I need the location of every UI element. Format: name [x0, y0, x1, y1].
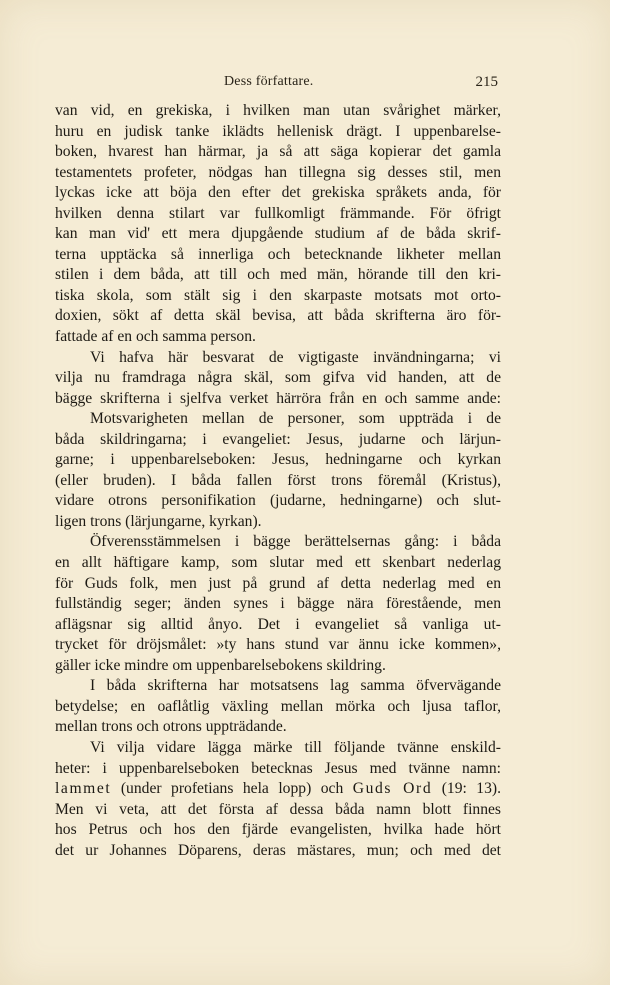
spaced-term: Guds Ord: [352, 780, 433, 798]
text-line: kan man vid' ett mera djupgående studium af de båda skrif-: [55, 225, 501, 243]
text-line: tiska skola, som stält sig i den skarpaste motsats mot orto-: [55, 286, 501, 304]
text-segment: (19: 13).: [432, 780, 501, 798]
text-line: trycket för dröjsmålet: »ty hans stund var ännu icke kommen»,: [55, 636, 501, 654]
text-line: garne; i uppenbarelseboken: Jesus, hedningarne och kyrkan: [55, 451, 501, 469]
text-segment: (under profetians hela lopp) och: [111, 780, 353, 798]
text-line: lyckas icke att böja den efter det grekiska språkets anda, för: [55, 184, 501, 202]
page-number: 215: [475, 74, 498, 90]
text-line: van vid, en grekiska, i hvilken man utan svårighet märker,: [55, 102, 501, 119]
text-line: stilen i dem båda, att till och med män, hörande till den kri-: [55, 266, 501, 284]
text-line: heter: i uppenbarelseboken betecknas Jesus med tvänne namn:: [55, 759, 501, 777]
text-line: vidare otrons personifikation (judarne, hedningarne) och slut-: [55, 492, 501, 510]
text-line: betydelse; en oaflåtlig växling mellan mörka och ljusa taflor,: [55, 697, 501, 715]
text-line: ligen trons (lärjungarne, kyrkan).: [55, 512, 262, 530]
text-line: huru en judisk tanke iklädts hellenisk drägt. I uppenbarelse-: [55, 122, 501, 140]
text-line: I båda skrifterna har motsatsens lag samma öfvervägande: [90, 677, 501, 695]
text-line: bägge skrifterna i sjelfva verket härröra från en och samme ande:: [55, 389, 501, 407]
text-line-with-spaced-terms: [55, 779, 501, 800]
text-line: aflägsnar sig alltid ånyo. Det i evangeliet så vanliga ut-: [55, 615, 501, 633]
text-line: vilja nu framdraga några skäl, som gifva vid handen, att de: [55, 369, 501, 387]
text-line: båda skildringarna; i evangeliet: Jesus, judarne och lärjun-: [55, 430, 501, 448]
spaced-term: lammet: [55, 780, 112, 798]
text-line: hos Petrus och hos den fjärde evangelisten, hvilka hade hört: [55, 821, 501, 839]
text-line: hvilken denna stilart var fullkomligt främmande. För öfrigt: [55, 204, 501, 222]
text-line: för Guds folk, men just på grund af detta nederlag med en: [55, 574, 501, 592]
text-line: Vi vilja vidare lägga märke till följande tvänne enskild-: [90, 738, 501, 756]
text-line: boken, hvarest han härmar, ja så att säga kopierar det gamla: [55, 143, 501, 161]
page-header: [88, 74, 498, 94]
text-line: Motsvarigheten mellan de personer, som uppträda i de: [90, 410, 501, 428]
text-line: Öfverensstämmelsen i bägge berättelsernas gång: i båda: [90, 533, 501, 551]
text-line: fattade af en och samma person.: [55, 328, 256, 346]
text-line: Men vi veta, att det första af dessa båda namn blott finnes: [55, 800, 501, 818]
text-line: en allt häftigare kamp, som slutar med ett skenbart nederlag: [55, 554, 501, 572]
text-line: det ur Johannes Döparens, deras mästares, mun; och med det: [55, 841, 501, 859]
text-line: Vi hafva här besvarat de vigtigaste invändningarna; vi: [90, 348, 501, 366]
text-line: fullständig seger; änden synes i bägge nära förestående, men: [55, 595, 501, 613]
text-line: terna upptäcka så innerliga och betecknande likheter mellan: [55, 245, 501, 263]
text-line: testamentets profeter, nödgas han tillegna sig desses stil, men: [55, 163, 501, 181]
text-line: mellan trons och otrons uppträdande.: [55, 718, 287, 736]
text-line: gäller icke mindre om uppenbarelsebokens skildring.: [55, 656, 386, 674]
running-title: Dess författare.: [224, 74, 314, 89]
text-line: (eller bruden). I båda fallen först trons föremål (Kristus),: [55, 471, 501, 489]
text-line: doxien, sökt af detta skäl bevisa, att båda skrifterna äro för-: [55, 307, 501, 325]
body-text: [55, 101, 501, 861]
